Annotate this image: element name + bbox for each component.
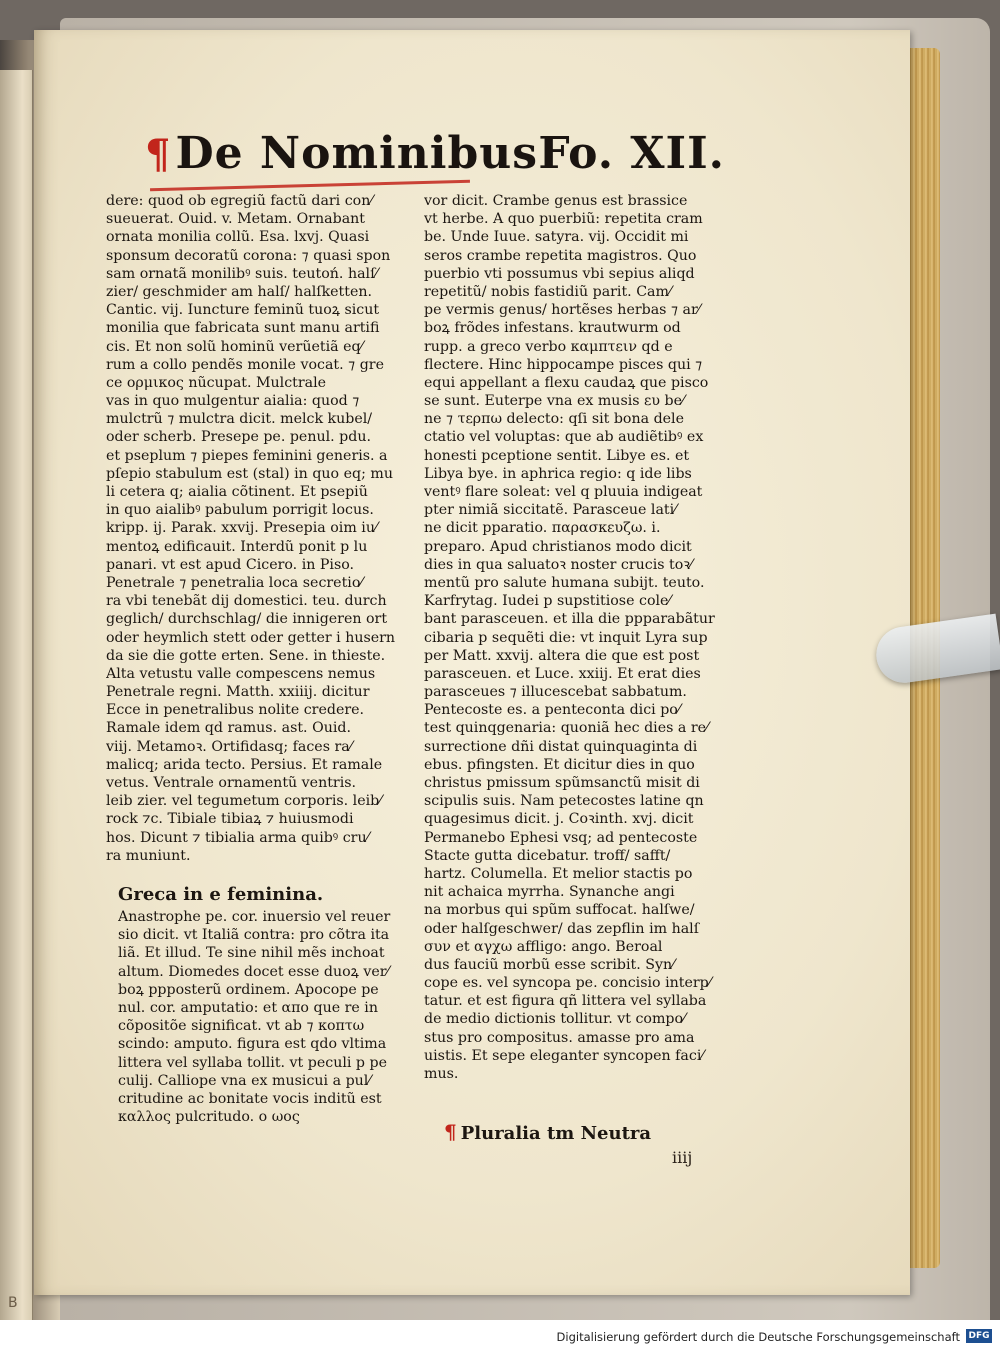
text-line: cõpositõe significat. vt ab ⁊ κοπτω xyxy=(118,1018,365,1035)
text-line: oder halſgeschwer/ das zepflin im halſ xyxy=(424,920,699,937)
text-line: συν et αγχω affligo: ango. Beroal xyxy=(424,938,663,955)
text-line: equi appellant a flexu caudaꝝ que pisco xyxy=(424,374,709,391)
text-line: Permanebo Ephesi vsq; ad pentecoste xyxy=(424,829,698,846)
text-line: leib zier. vel tegumetum corporis. leib⁄ xyxy=(106,793,382,810)
text-line: littera vel syllaba tollit. vt peculi p pe xyxy=(118,1054,387,1071)
text-line: ne dicit pparatio. παρασκευζω. i. xyxy=(424,520,661,537)
text-line: cibaria p sequẽti die: vt inquit Lyra sup xyxy=(424,629,708,646)
left-page-edge xyxy=(0,70,33,1320)
text-line: de medio dictionis tollitur. vt compo⁄ xyxy=(424,1011,686,1028)
text-line: viij. Metamoꝛ. Ortifidasq; faces ra⁄ xyxy=(106,738,353,755)
text-line: rock ⁊c. Tibiale tibiaꝝ ⁊ huiusmodi xyxy=(106,811,354,828)
text-line: bant parasceuen. et illa die ppparabãtur xyxy=(424,611,715,628)
text-line: pe vermis genus/ hortẽses herbas ⁊ ar⁄ xyxy=(424,302,701,319)
text-line: tatur. et est figura qñ littera vel syllaba xyxy=(424,993,707,1010)
text-line: repetitũ/ nobis fastidiũ parit. Cam⁄ xyxy=(424,283,672,300)
text-line: oder heymlich stett oder getter i husern xyxy=(106,629,396,646)
text-line: et pseplum ⁊ piepes feminini generis. a xyxy=(106,447,388,464)
section-heading-pluralia-text: Pluralia tm Neutra xyxy=(460,1123,652,1144)
rubric-underline xyxy=(150,180,470,191)
text-line: nul. cor. amputatio: et απο que re in xyxy=(118,999,378,1016)
text-line: uistis. Et sepe eleganter syncopen faci⁄ xyxy=(424,1047,704,1064)
text-line: Pentecoste es. a penteconta dici po⁄ xyxy=(424,702,681,719)
text-line: dies in qua saluatoꝛ noster crucis toꝛ⁄ xyxy=(424,556,693,573)
section-heading-pluralia xyxy=(444,1120,651,1144)
text-line: sueuerat. Ouid. v. Metam. Ornabant xyxy=(106,211,366,228)
text-line: ebus. pfingsten. Et dicitur dies in quo xyxy=(424,756,695,773)
text-line: malicq; arida tecto. Persius. Et ramale xyxy=(106,756,383,773)
text-line: rum a collo pendẽs monile vocat. ⁊ gre xyxy=(106,356,384,373)
text-line: καλλος pulcritudo. ο ωος xyxy=(118,1109,300,1126)
text-line: Libya bye. in aphrica regio: q ide libs xyxy=(424,465,692,482)
pilcrow-icon: ¶ xyxy=(444,1120,457,1144)
folio-number: Fo. XII. xyxy=(538,128,725,179)
text-line: ne ⁊ τερπω delecto: qſi sit bona dele xyxy=(424,411,684,428)
text-line: surrectione dñi distat quinquaginta di xyxy=(424,738,698,755)
text-line: ornata monilia collũ. Esa. lxvj. Quasi xyxy=(106,229,370,246)
text-line: ventꝰ flare soleat: vel q pluuia indigeat xyxy=(424,484,703,500)
text-line: Alta vetustu valle compescens nemus xyxy=(106,665,376,682)
dfg-logo: DFG xyxy=(966,1329,992,1343)
text-line: Stacte gutta dicebatur. troff/ safft/ xyxy=(424,847,671,864)
text-line: altum. Diomedes docet esse duoꝝ ver⁄ xyxy=(118,963,389,980)
left-page-margin-mark: B xyxy=(8,1295,18,1311)
text-line: pſepio stabulum est (stal) in quo eq; mu xyxy=(106,465,393,482)
pilcrow-icon: ¶ xyxy=(145,131,172,178)
text-line: vetus. Ventrale ornamentũ ventris. xyxy=(106,775,357,791)
text-line: test quinqgenaria: quoniã hec dies a re⁄ xyxy=(424,720,709,737)
page-title-text: De Nominibus xyxy=(175,128,538,179)
text-line: parasceuen. et Luce. xxiij. Et erat dies xyxy=(424,665,701,682)
text-line: sio dicit. vt Italiã contra: pro cõtra ita xyxy=(118,927,390,944)
text-line: puerbio vti possumus vbi sepius aliqd xyxy=(424,265,695,282)
text-line: boꝝ ppposterũ ordinem. Apocope pe xyxy=(118,981,379,998)
text-line: dere: quod ob egregiũ factũ dari con⁄ xyxy=(106,193,373,209)
text-line: honesti pceptione sentit. Libye es. et xyxy=(424,447,690,464)
text-line: liã. Et illud. Te sine nihil mẽs inchoat xyxy=(118,945,385,962)
text-line: flectere. Hinc hippocampe pisces qui ⁊ xyxy=(424,356,703,373)
text-line: boꝝ frõdes infestans. krautwurm od xyxy=(424,320,681,337)
text-line: mulctrũ ⁊ mulctra dicit. melck kubel/ xyxy=(106,411,373,428)
text-line: mentũ pro salute humana subijt. teuto. xyxy=(424,574,705,591)
text-line: hartz. Columella. Et melior stactis po xyxy=(424,865,693,882)
text-line: stus pro compositus. amasse pro ama xyxy=(424,1029,695,1046)
left-text-column xyxy=(106,192,406,865)
text-line: vt herbe. A quo puerbiũ: repetita cram xyxy=(424,211,703,228)
text-line: geglich/ durchschlag/ die innigeren ort xyxy=(106,611,388,628)
text-line: quagesimus dicit. j. Coꝛinth. xvj. dicit xyxy=(424,811,694,828)
text-line: Penetrale regni. Matth. xxiiij. dicitur xyxy=(106,684,370,701)
text-line: li cetera q; aialia cõtinent. Et psepiũ xyxy=(106,484,368,500)
section-heading-greca: Greca in e feminina. xyxy=(118,884,324,905)
text-line: vor dicit. Crambe genus est brassice xyxy=(424,193,688,209)
text-line: dus fauciũ morbũ esse scribit. Syn⁄ xyxy=(424,956,675,973)
text-line: christus pmissum spũmsanctũ misit di xyxy=(424,775,700,791)
text-line: ra vbi tenebãt dij domestici. teu. durch xyxy=(106,593,387,610)
text-line: Cantic. vij. Iuncture feminũ tuoꝝ sicut xyxy=(106,302,380,319)
text-line: preparo. Apud christianos modo dicit xyxy=(424,538,692,555)
text-line: scipulis suis. Nam petecostes latine qn xyxy=(424,793,704,810)
text-line: scindo: amputo. figura est qdo vltima xyxy=(118,1036,387,1053)
text-line: ra muniunt. xyxy=(106,847,191,864)
text-line: pter nimiã siccitatẽ. Parasceue lati⁄ xyxy=(424,502,677,519)
text-line: na morbus qui spũm suffocat. halſwe/ xyxy=(424,902,695,919)
text-line: culij. Calliope vna ex musicui a pul⁄ xyxy=(118,1072,371,1089)
text-line: se sunt. Euterpe vna ex musis ευ be⁄ xyxy=(424,393,685,410)
left-section-text xyxy=(118,908,408,1126)
text-line: oder scherb. Presepe pe. penul. pdu. xyxy=(106,429,371,446)
text-line: in quo aialibꝰ pabulum porrigit locus. xyxy=(106,502,374,519)
text-line: rupp. a greco verbo καμπτειν qd e xyxy=(424,338,673,355)
funding-credit: Digitalisierung gefördert durch die Deutsche Forschungsgemeinschaft xyxy=(556,1330,960,1344)
text-line: Penetrale ⁊ penetralia loca secretio⁄ xyxy=(106,574,363,591)
text-line: cope es. vel syncopa pe. concisio interp⁄ xyxy=(424,975,712,992)
text-line: hos. Dicunt ⁊ tibialia arma quibꝰ cru⁄ xyxy=(106,829,369,846)
text-line: mus. xyxy=(424,1066,459,1082)
text-line: zier/ geschmider am halſ/ halſketten. xyxy=(106,283,373,300)
text-line: Anastrophe pe. cor. inuersio vel reuer xyxy=(118,909,391,925)
text-line: critudine ac bonitate vocis inditũ est xyxy=(118,1090,382,1107)
text-line: be. Unde Iuue. satyra. vij. Occidit mi xyxy=(424,229,689,246)
text-line: sponsum decoratũ corona: ⁊ quasi spon xyxy=(106,247,391,264)
text-line: per Matt. xxvij. altera die que est post xyxy=(424,647,700,664)
text-line: vas in quo mulgentur aialia: quod ⁊ xyxy=(106,393,360,410)
text-line: parasceues ⁊ illucescebat sabbatum. xyxy=(424,684,687,701)
text-line: seros crambe repetita magistros. Quo xyxy=(424,247,697,264)
text-line: Ramale idem qd ramus. ast. Ouid. xyxy=(106,720,351,737)
text-line: da sie die gotte erten. Sene. in thieste. xyxy=(106,647,386,664)
text-line: Karfrytag. Iudei p supstitiose cole⁄ xyxy=(424,593,671,610)
right-text-column xyxy=(424,192,736,1083)
text-line: nit achaica myrrha. Synanche angi xyxy=(424,884,675,901)
signature-mark: iiij xyxy=(672,1148,693,1167)
text-line: ctatio vel voluptas: que ab audiẽtibꝰ ex xyxy=(424,429,704,446)
running-header xyxy=(145,128,725,198)
text-line: mentoꝝ edificauit. Interdũ ponit p lu xyxy=(106,538,368,555)
text-line: ce ορμικος nũcupat. Mulctrale xyxy=(106,374,327,391)
text-line: panari. vt est apud Cicero. in Piso. xyxy=(106,556,355,573)
text-line: kripp. ij. Parak. xxvij. Presepia oim iu⁄ xyxy=(106,520,378,537)
page-title xyxy=(145,128,538,179)
text-line: Ecce in penetralibus nolite credere. xyxy=(106,702,365,719)
footer-bar xyxy=(0,1320,1000,1352)
text-line: cis. Et non solũ hominũ verũetiã eq⁄ xyxy=(106,338,363,355)
text-line: monilia que fabricata sunt manu artifi xyxy=(106,320,380,337)
text-line: sam ornatã monilibꝰ suis. teutoń. halſ⁄ xyxy=(106,265,378,282)
